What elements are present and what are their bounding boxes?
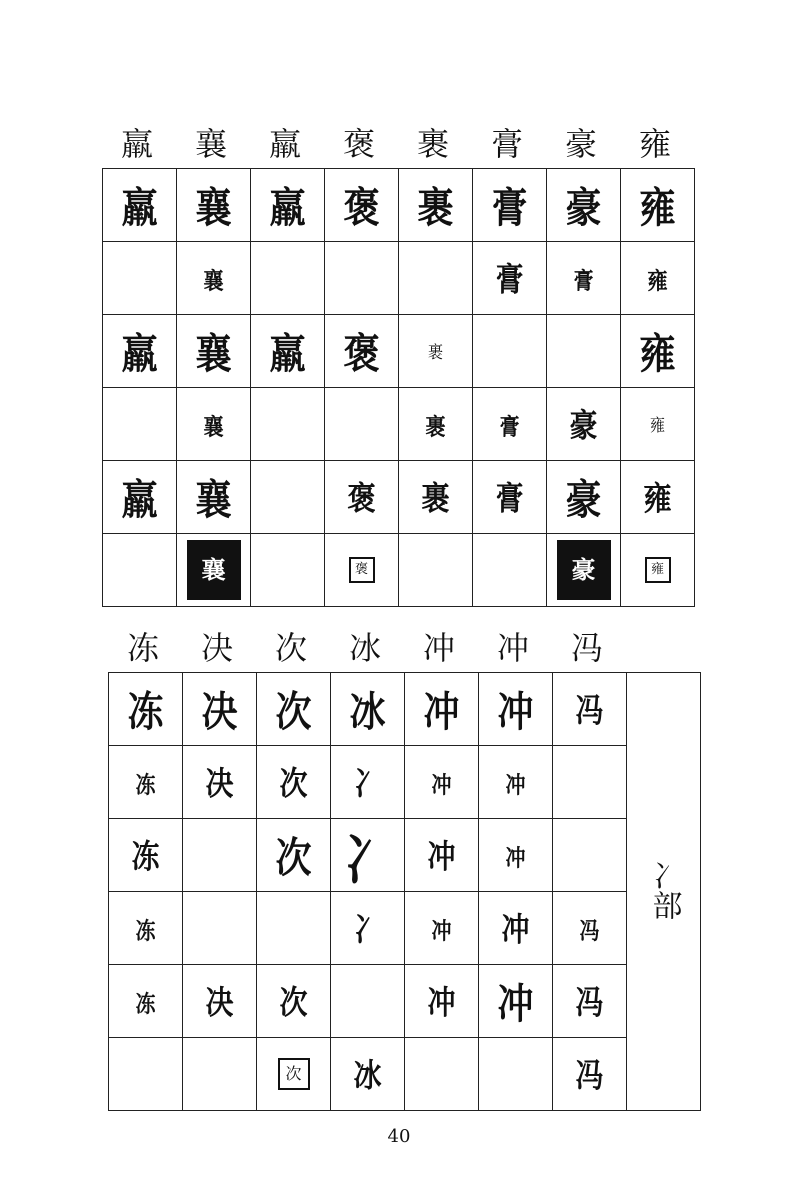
glyph-cell — [257, 965, 331, 1038]
bottom-header-row — [106, 629, 624, 667]
glyph-cell — [177, 315, 251, 388]
table-row — [103, 315, 695, 388]
table-row — [109, 892, 701, 965]
glyph-cell — [103, 315, 177, 388]
glyph-cell — [325, 461, 399, 534]
top-header-row — [100, 125, 692, 163]
glyph-cell — [473, 315, 547, 388]
glyph-cell — [405, 1038, 479, 1111]
glyph: 襄 — [203, 265, 224, 294]
glyph-cell — [399, 461, 473, 534]
glyph-cell — [553, 1038, 627, 1111]
table-row — [103, 534, 695, 607]
glyph: 冲 — [431, 769, 452, 798]
glyph: 雍 — [649, 414, 665, 435]
glyph-cell — [177, 534, 251, 607]
glyph-cell — [479, 965, 553, 1038]
glyph-cell — [405, 746, 479, 819]
glyph-cell — [257, 746, 331, 819]
page-number: 40 — [387, 1126, 411, 1147]
glyph-cell — [473, 169, 547, 242]
glyph-cell — [251, 534, 325, 607]
glyph-cell — [621, 242, 695, 315]
glyph: 冰 — [349, 688, 386, 737]
glyph-cell — [109, 746, 183, 819]
glyph-cell — [103, 242, 177, 315]
glyph-cell — [547, 242, 621, 315]
glyph-cell — [479, 892, 553, 965]
glyph: 羸 — [121, 476, 158, 525]
top-header-char: 裹 — [416, 125, 449, 163]
glyph-cell — [103, 169, 177, 242]
top-header-char: 羸 — [268, 125, 301, 163]
glyph: 膏 — [499, 411, 520, 440]
table-row — [109, 673, 701, 746]
glyph: 膏 — [573, 265, 594, 294]
top-header-char: 膏 — [490, 125, 523, 163]
glyph: 冯 — [575, 691, 604, 730]
glyph: 裹 — [417, 184, 454, 233]
glyph: 襄 — [195, 184, 232, 233]
glyph-cell — [257, 673, 331, 746]
glyph-cell — [109, 1038, 183, 1111]
glyph-cell — [331, 965, 405, 1038]
glyph-cell — [553, 892, 627, 965]
glyph-cell — [103, 388, 177, 461]
glyph: 褒 — [343, 184, 380, 233]
glyph: 豪 — [565, 184, 602, 233]
glyph: 羸 — [269, 184, 306, 233]
glyph-cell — [399, 534, 473, 607]
glyph-cell — [553, 746, 627, 819]
glyph-cell — [473, 388, 547, 461]
glyph-cell — [553, 819, 627, 892]
bottom-header-char: 冰 — [348, 629, 381, 667]
bottom-header-char: 次 — [274, 629, 307, 667]
glyph: 冲 — [505, 842, 526, 871]
glyph: 次 — [279, 764, 308, 803]
glyph: 裹 — [427, 341, 443, 362]
bottom-header-char: 冻 — [126, 629, 159, 667]
glyph-cell — [257, 819, 331, 892]
radical-label: 冫部 — [646, 859, 682, 920]
glyph-cell — [251, 315, 325, 388]
glyph: 冲 — [431, 915, 452, 944]
glyph: 膏 — [491, 184, 528, 233]
glyph-cell — [547, 534, 621, 607]
glyph: 雍 — [643, 479, 672, 518]
glyph-cell — [331, 1038, 405, 1111]
glyph: 冲 — [497, 980, 534, 1029]
glyph-cell — [621, 534, 695, 607]
glyph-cell — [109, 819, 183, 892]
glyph-cell — [399, 388, 473, 461]
glyph: 冲 — [427, 983, 456, 1022]
glyph: 裹 — [421, 479, 450, 518]
glyph-cell — [183, 819, 257, 892]
glyph-cell — [547, 315, 621, 388]
bottom-header-char: 冲 — [422, 629, 455, 667]
glyph-cell — [553, 673, 627, 746]
radical-label-cell — [627, 673, 701, 1111]
glyph-cell — [257, 1038, 331, 1111]
glyph-cell — [405, 892, 479, 965]
glyph-cell — [473, 461, 547, 534]
table-row — [109, 746, 701, 819]
seal-glyph: 雍 — [645, 557, 671, 583]
bottom-header-char: 冲 — [496, 629, 529, 667]
table-row — [103, 388, 695, 461]
glyph: 冲 — [423, 688, 460, 737]
seal-glyph: 豪 — [557, 540, 611, 600]
glyph: 襄 — [203, 411, 224, 440]
glyph-cell — [183, 965, 257, 1038]
seal-glyph: 次 — [278, 1058, 310, 1090]
glyph: 次 — [275, 688, 312, 737]
glyph: 膏 — [495, 479, 524, 518]
glyph: 豪 — [569, 406, 598, 445]
glyph: 襄 — [195, 330, 232, 379]
glyph-cell — [251, 242, 325, 315]
glyph: 羸 — [121, 184, 158, 233]
glyph-cell — [621, 461, 695, 534]
glyph-cell — [325, 315, 399, 388]
bottom-header-char: 冯 — [570, 629, 603, 667]
top-header-char: 豪 — [564, 125, 597, 163]
glyph-cell — [109, 965, 183, 1038]
glyph: 雍 — [647, 265, 668, 294]
table-row — [109, 965, 701, 1038]
glyph: 冯 — [575, 1056, 604, 1095]
glyph-cell — [325, 388, 399, 461]
glyph: 决 — [205, 764, 234, 803]
glyph-cell — [177, 169, 251, 242]
top-header-char: 雍 — [638, 125, 671, 163]
glyph-cell — [109, 673, 183, 746]
bottom-glyph-table — [108, 672, 701, 1111]
glyph: 裹 — [425, 411, 446, 440]
glyph: 冻 — [135, 988, 156, 1017]
glyph: 冻 — [127, 688, 164, 737]
glyph-cell — [405, 965, 479, 1038]
glyph-cell — [325, 242, 399, 315]
glyph: 雍 — [639, 330, 676, 379]
glyph-cell — [103, 461, 177, 534]
glyph-cell — [257, 892, 331, 965]
glyph-cell — [621, 388, 695, 461]
glyph: 次 — [279, 983, 308, 1022]
glyph-cell — [251, 388, 325, 461]
glyph: 豪 — [565, 476, 602, 525]
glyph-cell — [473, 534, 547, 607]
glyph-cell — [183, 746, 257, 819]
glyph-cell — [331, 673, 405, 746]
glyph-cell — [325, 169, 399, 242]
glyph-cell — [183, 1038, 257, 1111]
table-row — [109, 819, 701, 892]
glyph-cell — [177, 388, 251, 461]
glyph-cell — [479, 819, 553, 892]
table-row — [103, 169, 695, 242]
top-header-char: 羸 — [120, 125, 153, 163]
table-row — [109, 1038, 701, 1111]
glyph: 羸 — [269, 330, 306, 379]
glyph-cell — [479, 673, 553, 746]
glyph-cell — [331, 746, 405, 819]
glyph: 冫 — [343, 827, 392, 892]
glyph: 冫 — [353, 764, 382, 803]
top-header-char: 褒 — [342, 125, 375, 163]
top-glyph-table — [102, 168, 695, 607]
glyph-cell — [399, 169, 473, 242]
glyph: 冻 — [131, 837, 160, 876]
glyph-cell — [479, 746, 553, 819]
glyph-cell — [103, 534, 177, 607]
glyph-cell — [405, 819, 479, 892]
seal-glyph: 褒 — [349, 557, 375, 583]
glyph: 冻 — [135, 769, 156, 798]
glyph: 雍 — [639, 184, 676, 233]
bottom-header-char: 决 — [200, 629, 233, 667]
glyph-cell — [177, 242, 251, 315]
glyph-cell — [405, 673, 479, 746]
glyph-cell — [177, 461, 251, 534]
glyph: 冰 — [353, 1056, 382, 1095]
glyph-cell — [251, 169, 325, 242]
glyph: 褒 — [343, 330, 380, 379]
glyph: 冲 — [497, 688, 534, 737]
glyph: 冫 — [353, 910, 382, 949]
glyph: 羸 — [121, 330, 158, 379]
glyph-cell — [547, 388, 621, 461]
glyph: 褒 — [347, 479, 376, 518]
table-row — [103, 242, 695, 315]
glyph: 冯 — [575, 983, 604, 1022]
glyph: 决 — [201, 688, 238, 737]
glyph: 冻 — [135, 915, 156, 944]
glyph-cell — [331, 819, 405, 892]
glyph-cell — [547, 169, 621, 242]
glyph: 冲 — [427, 837, 456, 876]
glyph-cell — [183, 673, 257, 746]
glyph-cell — [325, 534, 399, 607]
glyph-cell — [399, 315, 473, 388]
glyph-cell — [553, 965, 627, 1038]
glyph-cell — [621, 315, 695, 388]
glyph-cell — [109, 892, 183, 965]
glyph: 冲 — [505, 769, 526, 798]
glyph: 冯 — [579, 915, 600, 944]
glyph-cell — [621, 169, 695, 242]
glyph-cell — [331, 892, 405, 965]
glyph: 冲 — [501, 910, 530, 949]
glyph: 膏 — [495, 260, 524, 299]
glyph: 襄 — [195, 476, 232, 525]
glyph-cell — [183, 892, 257, 965]
glyph-cell — [473, 242, 547, 315]
glyph: 次 — [275, 834, 312, 883]
glyph-cell — [251, 461, 325, 534]
seal-glyph: 襄 — [187, 540, 241, 600]
top-header-char: 襄 — [194, 125, 227, 163]
glyph-cell — [547, 461, 621, 534]
glyph-cell — [399, 242, 473, 315]
glyph: 决 — [205, 983, 234, 1022]
table-row — [103, 461, 695, 534]
glyph-cell — [479, 1038, 553, 1111]
